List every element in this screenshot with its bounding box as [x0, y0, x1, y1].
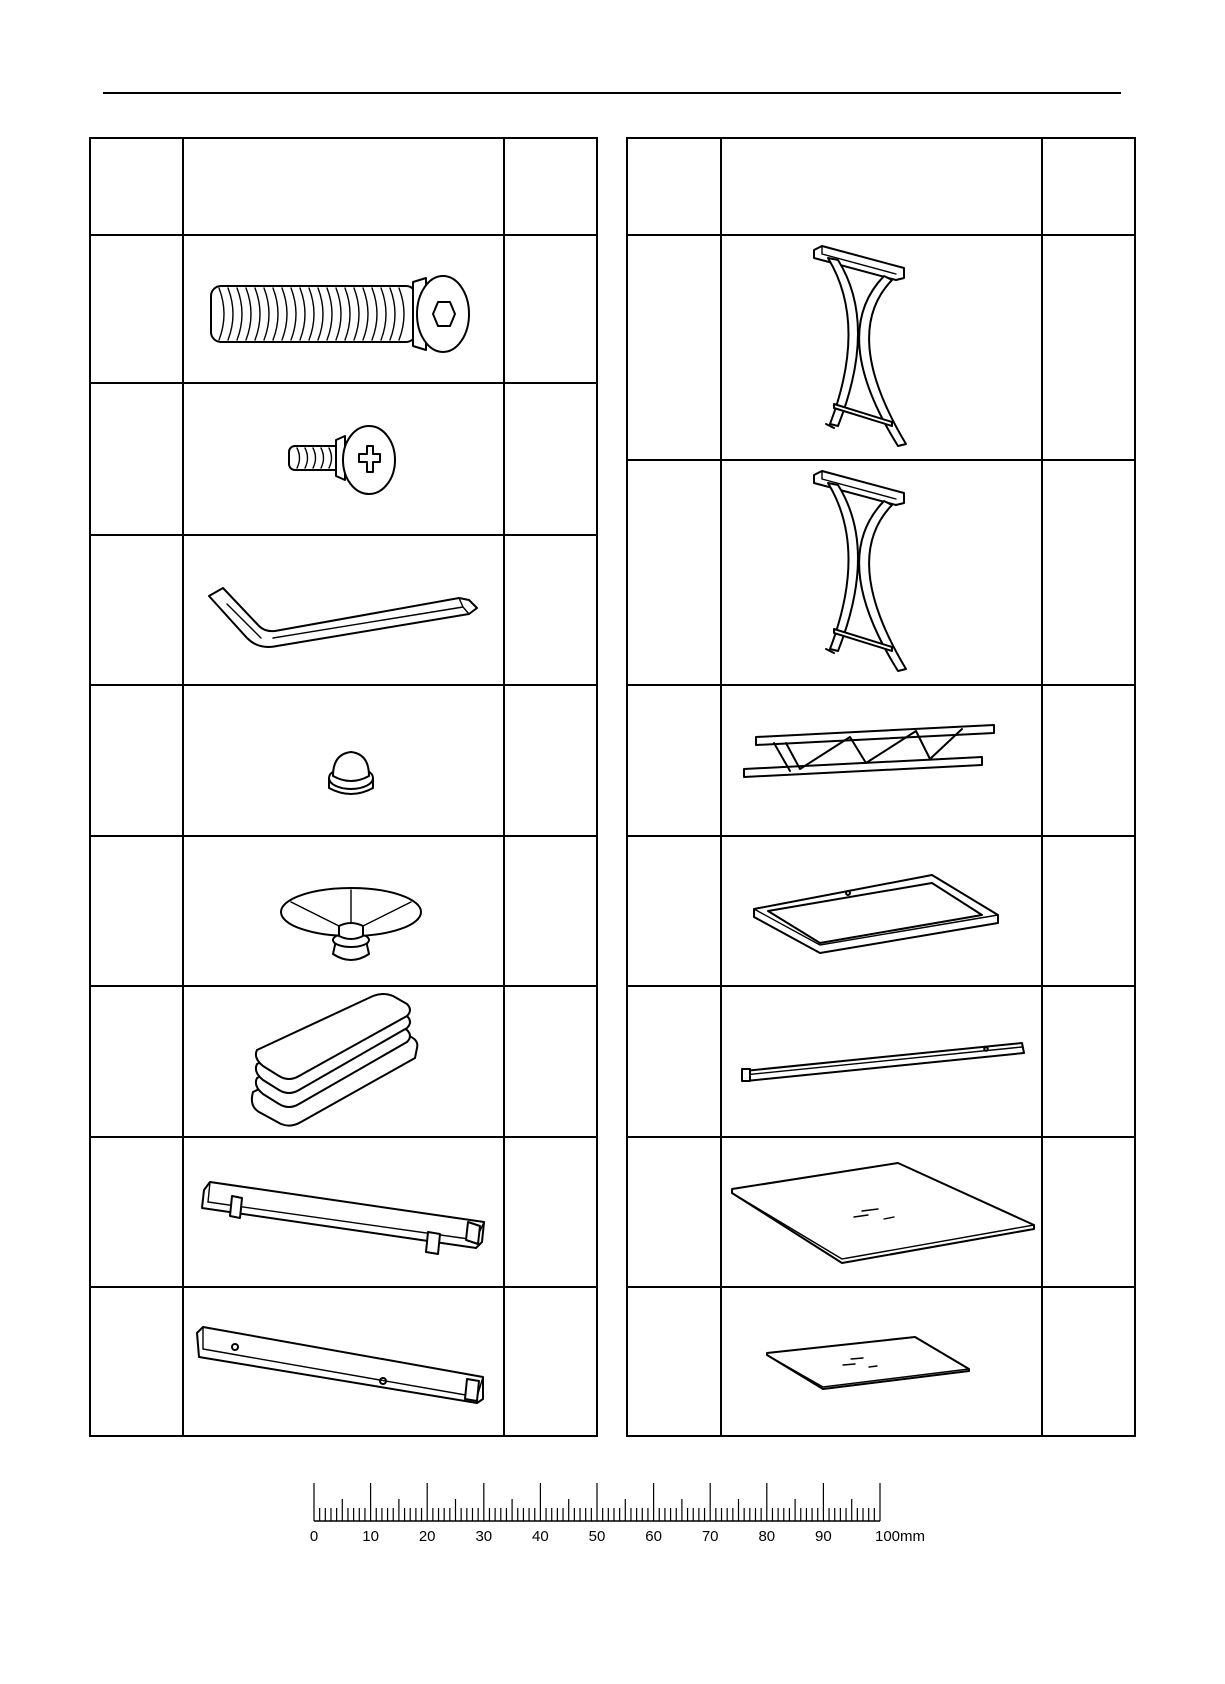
header-part-id-cell	[628, 139, 720, 234]
row-divider	[628, 1136, 1134, 1138]
truss-brace-icon	[738, 719, 1008, 799]
suction-cup-icon	[261, 872, 441, 982]
row-divider	[91, 1286, 596, 1288]
parts-table-left	[89, 137, 598, 1437]
row-divider	[91, 684, 596, 686]
ruler-tick-label: 20	[418, 1528, 436, 1545]
row-divider	[91, 985, 596, 987]
ruler-tick-label: 90	[815, 1528, 832, 1545]
row-divider	[91, 1136, 596, 1138]
header-part-id-cell	[91, 139, 182, 234]
header-qty-cell	[505, 139, 598, 234]
header-description-cell	[722, 139, 1041, 234]
row-divider	[91, 835, 596, 837]
ruler-tick-label: 50	[588, 1528, 606, 1545]
ruler-tick-label: 60	[645, 1528, 662, 1545]
rectangular-end-caps-icon	[241, 994, 461, 1134]
row-divider	[628, 459, 1134, 461]
ruler-tick-label: 30	[475, 1528, 493, 1545]
ruler-scale	[310, 1480, 930, 1525]
rubber-bumper-icon	[301, 736, 401, 806]
small-glass-panel-icon	[763, 1329, 973, 1399]
ruler-tick-label: 70	[701, 1528, 719, 1545]
phillips-screw-icon	[281, 414, 421, 509]
row-divider	[628, 835, 1134, 837]
row-divider	[628, 234, 1134, 236]
row-divider	[628, 1286, 1134, 1288]
parts-table-right	[626, 137, 1136, 1437]
allen-key-icon	[201, 574, 491, 664]
x-leg-frame-icon	[808, 469, 928, 677]
hex-socket-bolt-icon	[201, 264, 481, 364]
column-divider	[1041, 139, 1043, 1435]
header-description-cell	[184, 139, 503, 234]
row-divider	[91, 382, 596, 384]
row-divider	[628, 684, 1134, 686]
ruler-tick-label: 100mm	[875, 1528, 926, 1545]
row-divider	[91, 234, 596, 236]
column-divider	[720, 139, 722, 1435]
row-divider	[91, 534, 596, 536]
mm-ruler	[310, 1480, 930, 1550]
header-qty-cell	[1043, 139, 1136, 234]
rectangular-frame-icon	[748, 869, 1008, 959]
x-leg-frame-icon	[808, 244, 928, 452]
header-rule	[103, 92, 1121, 94]
long-bar-icon	[738, 1039, 1028, 1089]
ruler-tick-label: 0	[309, 1528, 319, 1545]
bracket-rail-icon	[196, 1174, 496, 1274]
large-glass-panel-icon	[728, 1159, 1038, 1269]
ruler-tick-label: 40	[532, 1528, 549, 1545]
column-divider	[503, 139, 505, 1435]
ruler-tick-label: 80	[758, 1528, 776, 1545]
row-divider	[628, 985, 1134, 987]
column-divider	[182, 139, 184, 1435]
side-rail-icon	[191, 1319, 496, 1409]
ruler-tick-label: 10	[362, 1528, 379, 1545]
